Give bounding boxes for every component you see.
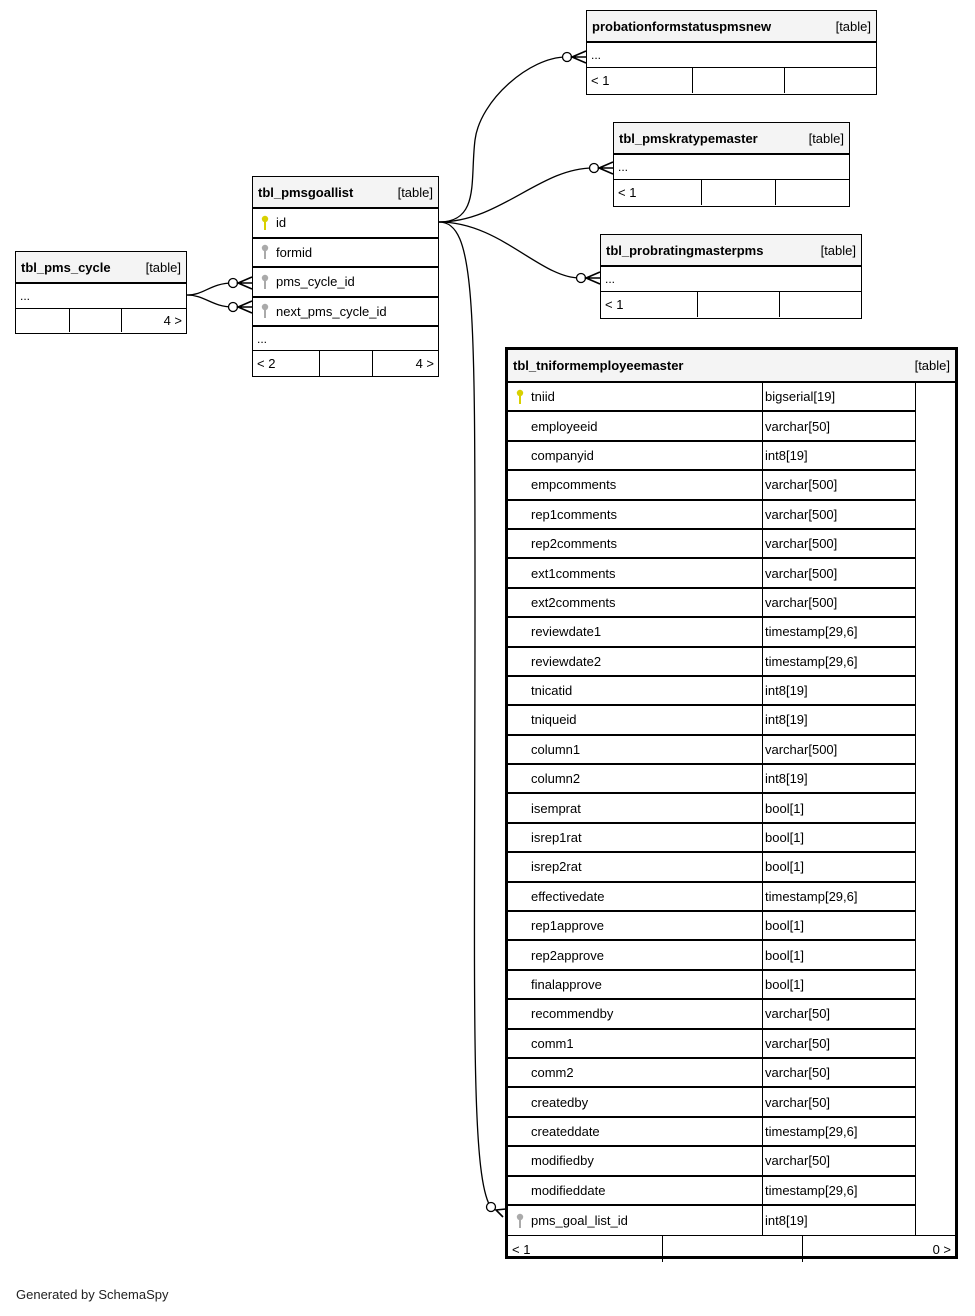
table-name: tbl_pmsgoallist (258, 184, 354, 200)
no-key-spacer (515, 565, 525, 581)
table-kind: [table] (835, 18, 871, 34)
column-name: comm1 (531, 1035, 574, 1051)
many-crowfoot (586, 272, 600, 284)
table-kind: [table] (145, 259, 181, 275)
column-name-cell (508, 501, 763, 528)
column-name: recommendby (531, 1006, 614, 1022)
column-name: rep1approve (531, 918, 604, 934)
column-name: modifieddate (531, 1182, 606, 1198)
table-footer (614, 180, 849, 205)
column-row[interactable] (508, 1147, 916, 1176)
column-row[interactable] (508, 1088, 916, 1117)
column-name-cell (508, 1059, 763, 1086)
column-row[interactable] (508, 1177, 916, 1206)
foreign-key-icon (515, 1213, 525, 1229)
children-count: 0 > (932, 1241, 951, 1257)
no-key-spacer (515, 977, 525, 993)
column-name: next_pms_cycle_id (276, 303, 387, 319)
column-type: varchar[50] (765, 1006, 831, 1022)
column-type: timestamp[29,6] (765, 653, 858, 669)
column-row[interactable] (508, 765, 916, 794)
table-header (253, 177, 438, 209)
primary-key-icon (515, 389, 525, 405)
ellipsis: ... (591, 48, 602, 62)
table-footer (508, 1235, 955, 1262)
column-name-cell (508, 883, 763, 910)
column-type: int8[19] (765, 771, 808, 787)
column-name-cell (508, 412, 763, 439)
edge-pms-cycle-to-next-pms-cycle-id (187, 295, 233, 307)
column-type: int8[19] (765, 683, 808, 699)
table-name: tbl_pmskratypemaster (619, 130, 758, 146)
column-name: isrep1rat (531, 830, 582, 846)
column-name-cell (508, 1206, 763, 1235)
column-name-cell (508, 941, 763, 968)
column-row[interactable] (508, 383, 916, 412)
column-name-cell (508, 471, 763, 498)
footer-middle (693, 68, 785, 93)
more-columns-row (253, 327, 438, 351)
no-key-spacer (515, 741, 525, 757)
no-key-spacer (515, 653, 525, 669)
column-row[interactable] (508, 912, 916, 941)
column-name-cell (508, 971, 763, 998)
edge-goallist-to-probationformstatus (439, 57, 566, 222)
column-name: isemprat (531, 800, 581, 816)
children-count (776, 180, 849, 205)
column-name: tniid (531, 389, 555, 405)
column-row[interactable] (508, 706, 916, 735)
column-row[interactable] (253, 239, 438, 269)
no-key-spacer (515, 800, 525, 816)
column-type: bool[1] (765, 830, 805, 846)
column-row[interactable] (508, 1000, 916, 1029)
children-count: 4 > (163, 313, 182, 328)
table-probratingmasterpms[interactable] (600, 234, 862, 319)
column-name: empcomments (531, 477, 617, 493)
column-name: pms_goal_list_id (531, 1213, 628, 1229)
column-name: column1 (531, 741, 581, 757)
edge-goallist-to-tniform (439, 222, 490, 1206)
column-type: varchar[500] (765, 565, 838, 581)
children-count (785, 68, 876, 93)
column-name: tnicatid (531, 683, 573, 699)
column-type: varchar[50] (765, 1153, 831, 1169)
no-key-spacer (515, 1065, 525, 1081)
column-row[interactable] (508, 971, 916, 1000)
column-type: varchar[50] (765, 1035, 831, 1051)
column-row[interactable] (508, 1206, 916, 1235)
parents-count (16, 309, 70, 332)
no-key-spacer (515, 947, 525, 963)
parents-count: < 2 (253, 351, 320, 376)
column-name: tniqueid (531, 712, 577, 728)
column-row[interactable] (253, 268, 438, 298)
no-key-spacer (515, 1094, 525, 1110)
table-footer (601, 292, 861, 317)
column-type: int8[19] (765, 712, 808, 728)
no-key-spacer (515, 683, 525, 699)
children-count (780, 292, 861, 317)
generated-by-label: Generated by SchemaSpy (16, 1287, 169, 1302)
column-name: companyid (531, 447, 594, 463)
foreign-key-icon (260, 303, 270, 319)
column-name: formid (276, 244, 313, 260)
column-type: bool[1] (765, 918, 805, 934)
footer-middle (70, 309, 122, 332)
no-key-spacer (515, 418, 525, 434)
column-name: column2 (531, 771, 581, 787)
no-key-spacer (515, 506, 525, 522)
column-name-cell (508, 1030, 763, 1057)
column-row[interactable] (508, 648, 916, 677)
table-name: tbl_tniformemployeemaster (513, 358, 684, 373)
footer-middle (320, 351, 373, 376)
table-footer (253, 351, 438, 376)
ellipsis: ... (605, 272, 616, 286)
column-name-cell (508, 648, 763, 675)
table-name: tbl_probratingmasterpms (606, 242, 764, 258)
edge-goallist-to-probrating (439, 222, 580, 278)
column-name: pms_cycle_id (276, 274, 355, 290)
column-name-cell (508, 912, 763, 939)
no-key-spacer (515, 1153, 525, 1169)
column-type: timestamp[29,6] (765, 1182, 858, 1198)
table-header (508, 350, 955, 383)
no-key-spacer (515, 536, 525, 552)
column-name: employeeid (531, 418, 598, 434)
column-name-cell (508, 442, 763, 469)
ellipsis: ... (618, 160, 629, 174)
many-crowfoot (238, 301, 252, 313)
table-header (587, 11, 876, 43)
column-name-cell (508, 736, 763, 763)
no-key-spacer (515, 830, 525, 846)
no-key-spacer (515, 624, 525, 640)
column-row[interactable] (508, 618, 916, 647)
parents-count: < 1 (614, 180, 702, 205)
column-row[interactable] (508, 1030, 916, 1059)
table-header (601, 235, 861, 267)
no-key-spacer (515, 447, 525, 463)
table-pmsgoallist[interactable] (252, 176, 439, 377)
no-key-spacer (515, 1035, 525, 1051)
column-name: createddate (531, 1123, 600, 1139)
table-probationformstatuspmsnew[interactable] (586, 10, 877, 95)
column-name: ext1comments (531, 565, 616, 581)
column-name: rep2comments (531, 536, 617, 552)
table-kind: [table] (820, 242, 856, 258)
column-type: varchar[500] (765, 506, 838, 522)
column-name-cell (508, 1118, 763, 1145)
column-name: modifiedby (531, 1153, 594, 1169)
column-name: comm2 (531, 1065, 574, 1081)
no-key-spacer (515, 859, 525, 875)
no-key-spacer (515, 594, 525, 610)
table-kind: [table] (808, 130, 844, 146)
ellipsis: ... (20, 289, 31, 303)
column-name-cell (508, 589, 763, 616)
column-name-cell (508, 824, 763, 851)
column-name: finalapprove (531, 977, 602, 992)
column-name-cell (508, 794, 763, 821)
column-type: bool[1] (765, 859, 805, 875)
column-row[interactable] (508, 530, 916, 559)
no-key-spacer (515, 477, 525, 493)
optional-marker (487, 1203, 496, 1212)
table-header (614, 123, 849, 155)
footer-middle (698, 292, 780, 317)
footer-middle (702, 180, 776, 205)
no-key-spacer (515, 888, 525, 904)
column-row[interactable] (508, 559, 916, 588)
column-name-cell (508, 559, 763, 586)
column-name: id (276, 215, 287, 231)
column-name: isrep2rat (531, 859, 582, 875)
column-row[interactable] (508, 824, 916, 853)
column-type: varchar[500] (765, 741, 838, 757)
column-type: bool[1] (765, 977, 805, 992)
column-row[interactable] (253, 209, 438, 239)
more-columns-row (601, 267, 861, 292)
column-row[interactable] (253, 298, 438, 328)
column-row[interactable] (508, 883, 916, 912)
table-pms-cycle[interactable] (15, 251, 187, 334)
column-name-cell (508, 1000, 763, 1027)
column-type: varchar[50] (765, 418, 831, 434)
column-type: timestamp[29,6] (765, 624, 858, 640)
column-type: varchar[500] (765, 594, 838, 610)
many-crowfoot (599, 162, 613, 174)
column-name-cell (508, 383, 763, 410)
column-row[interactable] (508, 501, 916, 530)
no-key-spacer (515, 1123, 525, 1139)
column-name: rep2approve (531, 947, 604, 963)
table-kind: [table] (914, 358, 950, 373)
many-crowfoot (238, 277, 252, 289)
more-columns-row (16, 284, 186, 309)
column-name-cell (508, 765, 763, 792)
parents-count: < 1 (587, 68, 693, 93)
column-type: varchar[500] (765, 477, 838, 493)
column-row[interactable] (508, 442, 916, 471)
column-name-cell (508, 618, 763, 645)
column-name-cell (508, 1147, 763, 1174)
column-name-cell (508, 1088, 763, 1115)
column-row[interactable] (508, 412, 916, 441)
foreign-key-icon (260, 244, 270, 260)
column-name-cell (508, 677, 763, 704)
column-row[interactable] (508, 736, 916, 765)
no-key-spacer (515, 1182, 525, 1198)
column-type: varchar[50] (765, 1094, 831, 1110)
table-kind: [table] (397, 184, 433, 200)
no-key-spacer (515, 712, 525, 728)
column-type: varchar[500] (765, 536, 838, 552)
table-footer (16, 309, 186, 332)
column-type: varchar[50] (765, 1065, 831, 1081)
table-tniformemployeemaster[interactable] (505, 347, 958, 1259)
no-key-spacer (515, 1006, 525, 1022)
column-row[interactable] (508, 941, 916, 970)
column-type: timestamp[29,6] (765, 888, 858, 904)
column-row[interactable] (508, 471, 916, 500)
column-name-cell (508, 853, 763, 880)
table-header (16, 252, 186, 284)
column-type: bigserial[19] (765, 389, 836, 405)
parents-count: < 1 (601, 292, 698, 317)
table-footer (587, 68, 876, 93)
parents-count: < 1 (508, 1236, 663, 1262)
column-name: createdby (531, 1094, 589, 1110)
column-type: timestamp[29,6] (765, 1123, 858, 1139)
table-name: probationformstatuspmsnew (592, 18, 772, 34)
column-type: bool[1] (765, 800, 805, 816)
column-row[interactable] (508, 677, 916, 706)
column-row[interactable] (508, 589, 916, 618)
ellipsis: ... (257, 331, 268, 346)
table-name: tbl_pms_cycle (21, 259, 111, 275)
no-key-spacer (515, 918, 525, 934)
more-columns-row (587, 43, 876, 68)
column-row[interactable] (508, 794, 916, 823)
table-pmskratypemaster[interactable] (613, 122, 850, 207)
column-name: ext2comments (531, 594, 616, 610)
column-row[interactable] (508, 1059, 916, 1088)
column-name-cell (508, 1177, 763, 1204)
column-type: int8[19] (765, 1213, 808, 1229)
column-row[interactable] (508, 853, 916, 882)
footer-middle (663, 1236, 803, 1262)
more-columns-row (614, 155, 849, 180)
many-crowfoot (572, 51, 586, 63)
no-key-spacer (515, 771, 525, 787)
column-name: reviewdate1 (531, 624, 602, 640)
column-name: effectivedate (531, 888, 605, 904)
column-name: reviewdate2 (531, 653, 602, 669)
column-row[interactable] (508, 1118, 916, 1147)
foreign-key-icon (260, 274, 270, 290)
column-type: int8[19] (765, 447, 808, 463)
children-count: 4 > (415, 356, 434, 371)
column-name-cell (508, 530, 763, 557)
primary-key-icon (260, 215, 270, 231)
edge-pms-cycle-to-pms-cycle-id (187, 283, 233, 295)
column-name-cell (508, 706, 763, 733)
column-type: bool[1] (765, 947, 805, 963)
column-name: rep1comments (531, 506, 617, 522)
